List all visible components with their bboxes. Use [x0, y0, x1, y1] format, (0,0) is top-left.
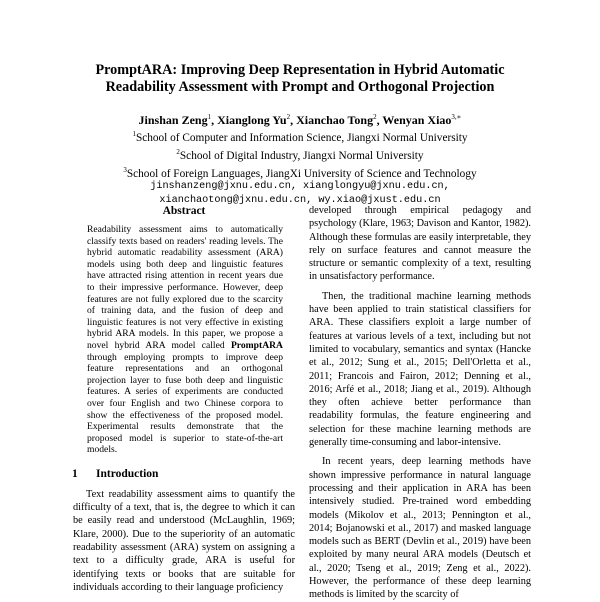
left-column	[73, 204, 295, 594]
affiliation-mark: 1	[132, 130, 136, 138]
author-mark: 2	[286, 113, 291, 121]
title-line-1: PromptARA: Improving Deep Representation in Hybrid Automatic	[95, 62, 505, 78]
model-name: PromptARA	[230, 339, 283, 351]
author-name: Jinshan Zeng	[138, 113, 208, 127]
right-column	[309, 204, 531, 602]
author-name: Xianchao Tong	[296, 113, 374, 127]
body-paragraph: Then, the traditional machine learning methods have been applied to train statistical classifiers for ARA. These classifiers exploit a large number of features at various levels of a text, including but not limited to vocabulary, semantics and syntax (Hancke et al., 2012; Sung et al., 2015; Dell'Orletta et al., 2011; Francois and Fairon, 2012; Denning et al., 2016; Arfé et al., 2018; Jiang et al., 2019). Although they often achieve better performance than readability formulas, the feature engineering and selection for these machine learning methods are generally time-consuming and labor-intensive.	[309, 290, 531, 449]
author-name: Xianglong Yu	[217, 113, 287, 127]
author-mark: 2	[373, 113, 377, 121]
affiliation	[40, 163, 560, 181]
section-number: 1	[72, 467, 78, 480]
affiliation-mark: 2	[176, 147, 180, 156]
affiliation	[40, 145, 560, 163]
affiliation-text: School of Digital Industry, Jiangxi Normal University	[179, 149, 424, 162]
affiliation-mark: 3	[123, 165, 127, 174]
body-paragraph: In recent years, deep learning methods have shown impressive performance in natural language processing and their application in ARA has been intensively studied. Pre-trained word embedding models (Mikolov et al., 2013; Pennington et al., 2014; Bojanowski et al., 2017) and masked language models such as BERT (Devlin et al., 2019) have been exploited by many neural ARA models (Deutsch et al., 2020; Tseng et al., 2019; Zeng et al., 2022). However, the performance of these deep learning methods is limited by the scarcity of	[309, 456, 531, 601]
abstract-text-part: Readability assessment aims to automatically classify texts based on readers' reading levels. The hybrid automatic readability assessment (ARA) models using both deep and linguistic features have attracted rising attention in recent years due to their impressive performance. However, deep features are not fully explored due to the scarcity of training data, and the fusion of deep and linguistic features is not very effective in existing hybrid ARA models. In this paper, we propose a novel hybrid ARA model called	[87, 224, 283, 351]
author-mark: 3,∗	[451, 113, 462, 121]
affiliation-text: School of Foreign Languages, JiangXi University of Science and Technology	[126, 167, 477, 180]
abstract-text	[87, 224, 283, 456]
author-list: Jinshan Zeng$^1$, Xianglong Yu$^2$, Xianchao Tong$^2$, Wenyan Xiao$^{3,∗}$	[138, 113, 462, 127]
author-mark: 1	[207, 113, 212, 121]
author-name: Wenyan Xiao	[382, 113, 452, 127]
affiliation	[40, 127, 560, 145]
body-paragraph: developed through empirical pedagogy and psychology (Klare, 1963; Davison and Kantor, 1982). Although these formulas are easily interpretable, they rely on surface features and cannot measure the structure or semantic complexity of a text, resulting in unsatisfactory performance.	[309, 205, 531, 283]
abstract-heading: Abstract	[162, 205, 206, 217]
title-line-2: Readability Assessment with Prompt and Orthogonal Projection	[105, 79, 495, 95]
section-title: Introduction	[96, 467, 159, 480]
paper-title	[40, 62, 560, 96]
affiliation-text: School of Computer and Information Science, Jiangxi Normal University	[135, 131, 468, 144]
email-line: jinshanzeng@jxnu.edu.cn, xianglongyu@jxnu.edu.cn,	[150, 181, 450, 193]
title-block	[40, 62, 560, 208]
section-heading-introduction	[72, 467, 295, 481]
abstract-text-part: through employing prompts to improve deep feature representations and an orthogonal projection layer to fuse both deep and linguistic features. A series of experiments are conducted over four English and two Chinese corpora to show the effectiveness of the proposed model. Experimental results demonstrate that the proposed model is superior to state-of-the-art models.	[87, 351, 283, 456]
email-line: xianchaotong@jxnu.edu.cn, wy.xiao@jxust.edu.cn	[159, 195, 441, 207]
body-paragraph: Text readability assessment aims to quantify the difficulty of a text, that is, the degree to which it can be easily read and understood (McLaughlin, 1969; Klare, 2000). Due to the superiority of an automatic readability assessment (ARA) system on assigning a text to a difficulty grade, ARA is useful for identifying texts or books that are suitable for individuals according to their language proficiency	[73, 488, 295, 593]
